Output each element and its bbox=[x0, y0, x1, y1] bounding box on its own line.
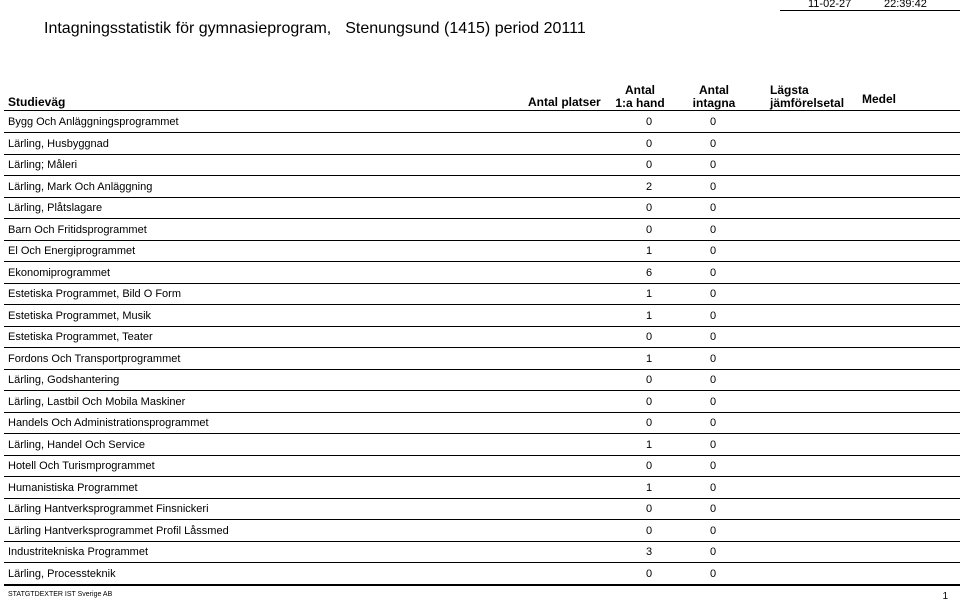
table-row bbox=[4, 434, 960, 456]
col-header-antal-intagna-bottom: intagna bbox=[692, 96, 736, 110]
table-row bbox=[4, 133, 960, 155]
row-antal-1a-hand: 0 bbox=[645, 202, 653, 214]
table-row bbox=[4, 176, 960, 198]
table-row bbox=[4, 455, 960, 477]
title-main: Intagningsstatistik för gymnasieprogram, bbox=[44, 20, 332, 37]
table-row bbox=[4, 219, 960, 241]
row-antal-intagna: 0 bbox=[709, 159, 717, 171]
row-studievag: Lärling, Lastbil Och Mobila Maskiner bbox=[8, 395, 186, 408]
row-studievag: Lärling, Handel Och Service bbox=[8, 438, 145, 451]
page-number: 1 bbox=[942, 591, 948, 602]
row-antal-1a-hand: 0 bbox=[645, 137, 653, 150]
row-studievag: Lärling Hantverksprogrammet Finsnickeri bbox=[8, 503, 209, 515]
row-antal-1a-hand: 0 bbox=[645, 223, 653, 236]
row-antal-intagna: 0 bbox=[709, 481, 717, 494]
row-antal-1a-hand: 3 bbox=[645, 546, 653, 558]
row-antal-1a-hand: 1 bbox=[645, 288, 653, 300]
col-header-medel: Medel bbox=[862, 92, 897, 106]
row-studievag: Lärling, Godshantering bbox=[8, 374, 120, 386]
report-time: 22:39:42 bbox=[884, 0, 927, 10]
report-date: 11-02-27 bbox=[808, 0, 852, 10]
row-antal-1a-hand: 0 bbox=[645, 116, 653, 128]
row-antal-intagna: 0 bbox=[709, 223, 717, 236]
footer-divider bbox=[4, 585, 960, 586]
row-antal-1a-hand: 1 bbox=[645, 352, 653, 365]
title-school-period: Stenungsund (1415) period 20111 bbox=[345, 20, 586, 37]
row-antal-1a-hand: 0 bbox=[645, 374, 653, 386]
table-row bbox=[4, 154, 960, 176]
row-antal-intagna: 0 bbox=[709, 288, 717, 300]
table-row bbox=[4, 541, 960, 563]
table-row bbox=[4, 283, 960, 305]
row-antal-intagna: 0 bbox=[709, 180, 717, 193]
col-header-studievag: Studieväg bbox=[8, 95, 66, 109]
table-row bbox=[4, 563, 960, 585]
row-antal-1a-hand: 0 bbox=[645, 159, 653, 171]
row-studievag: Lärling, Husbyggnad bbox=[8, 137, 109, 150]
table-row bbox=[4, 240, 960, 262]
row-antal-1a-hand: 2 bbox=[645, 180, 653, 193]
row-studievag: Lärling; Måleri bbox=[8, 159, 78, 171]
table-row bbox=[4, 111, 960, 133]
row-antal-1a-hand: 0 bbox=[645, 395, 653, 408]
row-antal-intagna: 0 bbox=[709, 546, 717, 558]
row-studievag: Lärling Hantverksprogrammet Profil Låssmed bbox=[8, 524, 229, 537]
row-studievag: Lärling, Mark Och Anläggning bbox=[8, 180, 153, 193]
col-header-antal-1a-hand-bottom: 1:a hand bbox=[615, 96, 665, 110]
row-studievag: Estetiska Programmet, Musik bbox=[8, 309, 152, 322]
col-header-lagsta-bottom: jämförelsetal bbox=[770, 96, 845, 110]
row-antal-1a-hand: 6 bbox=[645, 266, 653, 279]
page-title bbox=[44, 20, 586, 38]
row-antal-intagna: 0 bbox=[709, 202, 717, 214]
row-studievag: Hotell Och Turismprogrammet bbox=[8, 460, 155, 472]
row-antal-intagna: 0 bbox=[709, 438, 717, 451]
row-antal-intagna: 0 bbox=[709, 331, 717, 343]
row-antal-intagna: 0 bbox=[709, 417, 717, 429]
table-row bbox=[4, 348, 960, 370]
row-antal-intagna: 0 bbox=[709, 503, 717, 515]
row-studievag: Industritekniska Programmet bbox=[8, 546, 148, 558]
table-row bbox=[4, 197, 960, 219]
row-studievag: Estetiska Programmet, Teater bbox=[8, 331, 153, 343]
row-antal-1a-hand: 0 bbox=[645, 417, 653, 429]
row-antal-intagna: 0 bbox=[709, 567, 717, 580]
table-row bbox=[4, 498, 960, 520]
row-antal-1a-hand: 1 bbox=[645, 309, 653, 322]
row-antal-intagna: 0 bbox=[709, 116, 717, 128]
row-antal-1a-hand: 0 bbox=[645, 503, 653, 515]
table-row bbox=[4, 477, 960, 499]
row-studievag: Estetiska Programmet, Bild O Form bbox=[8, 288, 181, 300]
row-antal-intagna: 0 bbox=[709, 524, 717, 537]
row-antal-1a-hand: 0 bbox=[645, 567, 653, 580]
row-studievag: Handels Och Administrationsprogrammet bbox=[8, 417, 209, 429]
col-header-lagsta bbox=[770, 84, 844, 110]
row-antal-1a-hand: 1 bbox=[645, 245, 653, 257]
row-studievag: Lärling, Processteknik bbox=[8, 567, 116, 580]
row-antal-intagna: 0 bbox=[709, 395, 717, 408]
table-row bbox=[4, 412, 960, 434]
table-row bbox=[4, 262, 960, 284]
row-antal-intagna: 0 bbox=[709, 309, 717, 322]
row-antal-intagna: 0 bbox=[709, 137, 717, 150]
footer-source: STATGTDEXTER IST Sverige AB bbox=[8, 591, 113, 598]
row-antal-1a-hand: 1 bbox=[645, 438, 653, 451]
row-antal-1a-hand: 0 bbox=[645, 524, 653, 537]
row-studievag: Bygg Och Anläggningsprogrammet bbox=[8, 116, 179, 128]
row-studievag: Humanistiska Programmet bbox=[8, 481, 138, 494]
table-row bbox=[4, 369, 960, 391]
row-antal-intagna: 0 bbox=[709, 352, 717, 365]
table-row bbox=[4, 520, 960, 542]
row-antal-intagna: 0 bbox=[709, 374, 717, 386]
row-antal-intagna: 0 bbox=[709, 266, 717, 279]
row-antal-intagna: 0 bbox=[709, 245, 717, 257]
table-row bbox=[4, 391, 960, 413]
col-header-antal-1a-hand bbox=[600, 84, 680, 110]
row-studievag: Barn Och Fritidsprogrammet bbox=[8, 223, 147, 236]
col-header-antal-1a-hand-top: Antal bbox=[625, 83, 655, 97]
col-header-antal-intagna-top: Antal bbox=[699, 83, 729, 97]
row-antal-intagna: 0 bbox=[709, 460, 717, 472]
row-antal-1a-hand: 1 bbox=[645, 481, 653, 494]
row-studievag: El Och Energiprogrammet bbox=[8, 245, 136, 257]
table-row bbox=[4, 305, 960, 327]
row-studievag: Lärling, Plåtslagare bbox=[8, 202, 103, 214]
col-header-lagsta-top: Lägsta bbox=[770, 83, 809, 97]
row-antal-1a-hand: 0 bbox=[645, 331, 653, 343]
row-studievag: Ekonomiprogrammet bbox=[8, 266, 111, 279]
row-antal-1a-hand: 0 bbox=[645, 460, 653, 472]
date-time-box bbox=[780, 0, 960, 11]
row-studievag: Fordons Och Transportprogrammet bbox=[8, 352, 181, 365]
col-header-antal-intagna bbox=[684, 84, 744, 110]
table-row bbox=[4, 326, 960, 348]
col-header-antal-platser: Antal platser bbox=[528, 95, 601, 109]
